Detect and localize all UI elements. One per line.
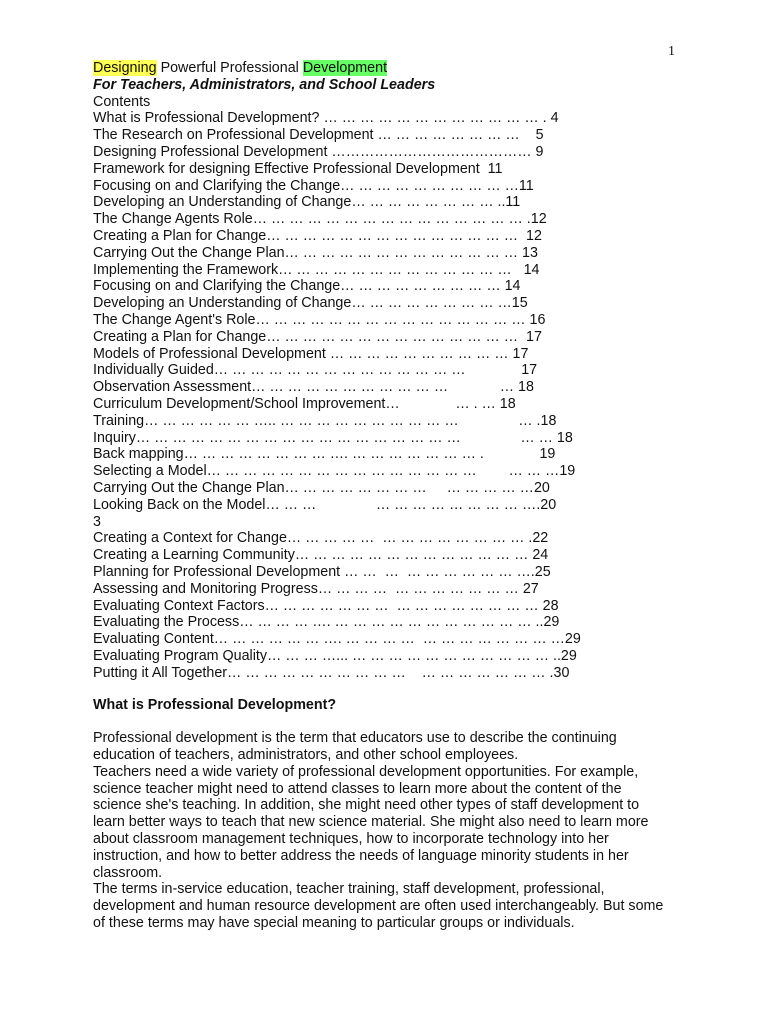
toc-entry: Creating a Plan for Change… … … … … … … … … … … … … … 12 [93,227,542,244]
toc-entry: Curriculum Development/School Improvement… … . … 18 [93,395,516,412]
body-paragraph: The terms in-service education, teacher training, staff development, professional, development and human resource development are often used interchangeably. But some of these terms may have special meaning to particular groups or individuals. [93,881,664,932]
toc-entry: Developing an Understanding of Change… … … … … … … … …15 [93,295,528,312]
toc-entry: What is Professional Development? … … … … … … … … … … … … . 4 [93,110,559,127]
toc-entry: Carrying Out the Change Plan… … … … … … … … … … … … …20 [93,479,550,496]
document-body [93,60,673,932]
toc-entry: Assessing and Monitoring Progress… … … … … … … … … … … 27 [93,580,539,597]
toc-entry: Creating a Learning Community… … … … … … … … … … … … … 24 [93,547,549,564]
toc-entry: 3 [93,513,101,530]
table-of-contents [93,110,673,681]
toc-entry: Focusing on and Clarifying the Change… … … … … … … … … …11 [93,177,534,194]
toc-entry: Models of Professional Development … … … … … … … … … … 17 [93,345,529,362]
toc-entry: Putting it All Together… … … … … … … … … … … … … … … … … .30 [93,664,570,681]
toc-entry: Evaluating Context Factors… … … … … … … … … … … … … … … 28 [93,597,559,614]
toc-entry: Evaluating Content… … … … … … …. … … … … … … … … … … … …29 [93,631,581,648]
toc-entry: Selecting a Model… … … … … … … … … … … … … … … … … …19 [93,463,576,480]
toc-entry: The Change Agent's Role… … … … … … … … … … … … … … … 16 [93,311,546,328]
toc-entry: Looking Back on the Model… … … … … … … … … … … ….20 [93,496,557,513]
section-body [93,730,673,932]
body-paragraph: classroom. [93,864,163,881]
toc-entry: Training… … … … … … ….. … … … … … … … … … … … .18 [93,412,557,429]
toc-entry: Developing an Understanding of Change… … … … … … … … ..11 [93,194,521,211]
contents-label: Contents [93,93,151,110]
toc-entry: Inquiry… … … … … … … … … … … … … … … … … … … … 18 [93,429,573,446]
toc-entry: Carrying Out the Change Plan… … … … … … … … … … … … … 13 [93,244,538,261]
toc-entry: The Change Agents Role… … … … … … … … … … … … … … … .12 [93,211,547,228]
document-title [93,60,673,77]
title-middle: Powerful Professional [156,60,303,76]
toc-entry: Individually Guided… … … … … … … … … … … … … … 17 [93,362,538,379]
toc-entry: Creating a Plan for Change… … … … … … … … … … … … … … 17 [93,328,542,345]
toc-entry: Back mapping… … … … … … … … …. … … … … … … … . 19 [93,446,556,463]
toc-entry: Designing Professional Development …………………………………… 9 [93,143,544,160]
toc-entry: The Research on Professional Development … … … … … … … … 5 [93,127,544,144]
page-number: 1 [668,44,675,59]
toc-entry: Creating a Context for Change… … … … … … … … … … … … … .22 [93,530,549,547]
toc-entry: Evaluating Program Quality… … … …... … … … … … … … … … … … ..29 [93,647,577,664]
document-subtitle: For Teachers, Administrators, and School Leaders [93,76,436,93]
toc-entry: Focusing on and Clarifying the Change… … … … … … … … … 14 [93,278,521,295]
toc-entry: Evaluating the Process… … … … …. … … … … … … … … … … … ..29 [93,614,560,631]
toc-entry: Framework for designing Effective Professional Development 11 [93,160,503,177]
body-paragraph: Professional development is the term that educators use to describe the continuing education of teachers, administrators, and other school employees. [93,730,617,764]
toc-entry: Implementing the Framework… … … … … … … … … … … … … 14 [93,261,540,278]
body-paragraph: Teachers need a wide variety of professional development opportunities. For example, science teacher might need to attend classes to learn more about the content of the science she's teaching. In addition, she might need other types of staff development to learn better ways to teach that new science material. She might also need to learn more about classroom management techniques, how to incorporate technology into her instruction, and how to better address the needs of language minority students in her [93,763,649,864]
title-highlight-designing: Designing [93,60,157,76]
toc-entry: Planning for Professional Development … … … … … … … … … ….25 [93,563,551,580]
title-highlight-development: Development [302,60,388,76]
toc-entry: Observation Assessment… … … … … … … … … … … … 18 [93,379,534,396]
section-heading: What is Professional Development? [93,697,337,714]
